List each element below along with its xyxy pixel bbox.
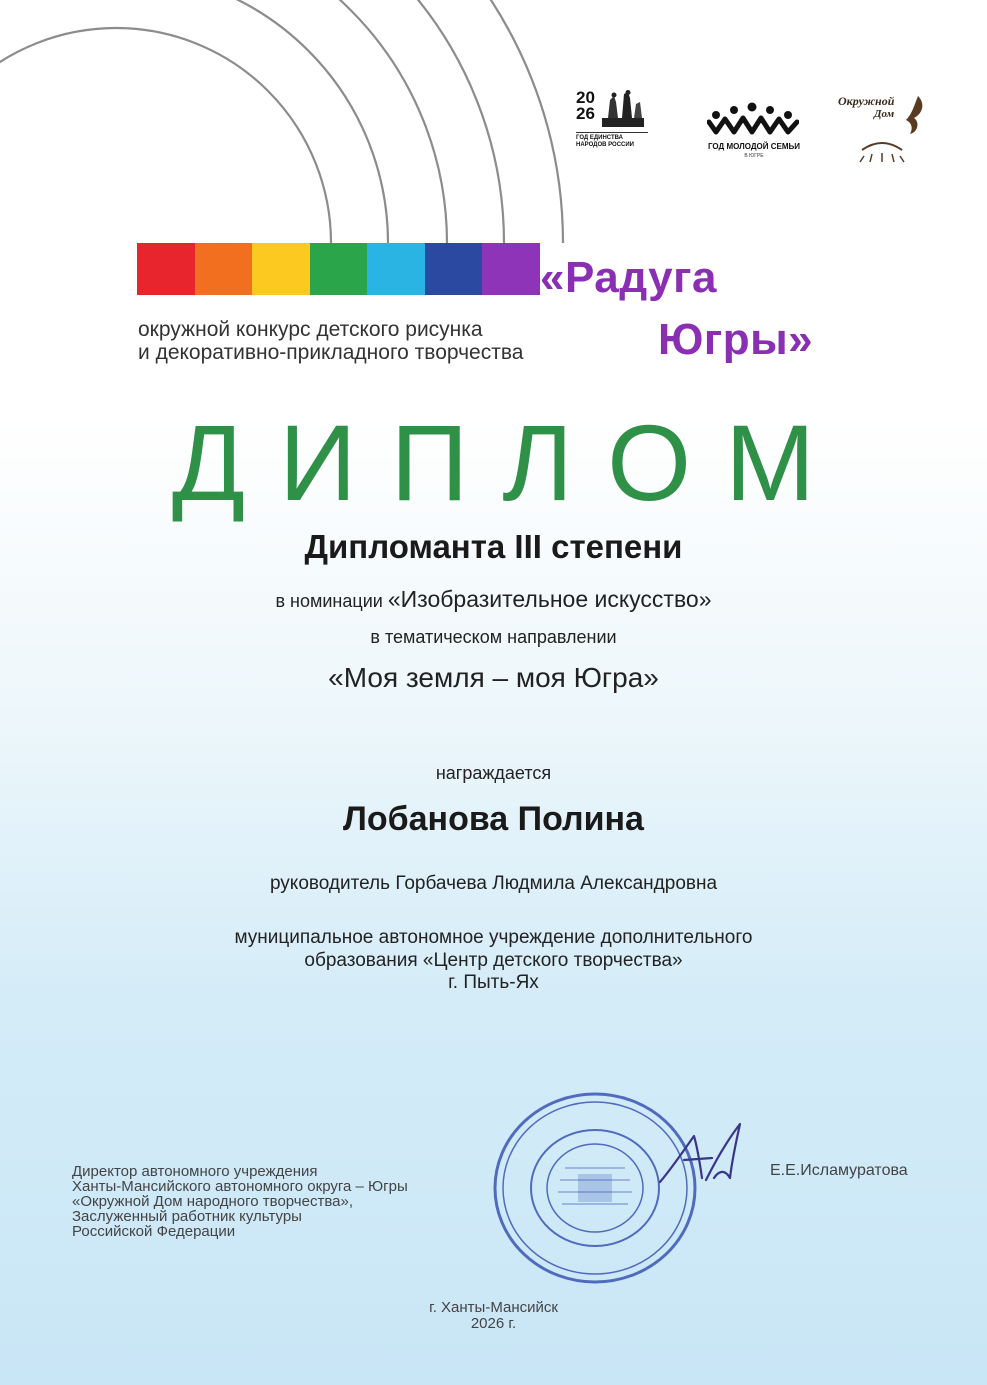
monument-icon [600,90,646,128]
family-figures-icon [707,102,799,138]
rainbow-stripe [195,243,253,295]
logo-caption-line: НАРОДОВ РОССИИ [576,142,634,148]
signer-name: Е.Е.Исламуратова [770,1162,908,1179]
recipient-name: Лобанова Полина [343,800,644,838]
logo-year-bottom: 26 [576,104,595,123]
rainbow-stripe [252,243,310,295]
okruzhnoy-dom-logo [834,92,934,164]
footer-city: г. Ханты-Мансийск [429,1299,558,1316]
position-line: Ханты-Мансийского автономного округа – Югры [72,1178,408,1195]
footer-year: 2026 г. [470,1315,517,1332]
rainbow-stripe [367,243,425,295]
young-family-sub: В ЮГРЕ [744,153,764,159]
okruzhnoy-dom-line1: Окружной [838,94,895,108]
contest-subtitle-line2: и декоративно-прикладного творчества [138,341,524,364]
diploma-degree: Дипломанта III степени [304,528,683,565]
contest-subtitle-line1: окружной конкурс детского рисунка [138,318,483,341]
okruzhnoy-dom-line2: Дом [874,108,895,120]
signer-position [72,1164,512,1239]
rainbow-stripe [425,243,483,295]
institution-line2: образования «Центр детского творчества» [304,950,683,971]
diploma-heading: ДИПЛОМ [171,402,850,523]
contest-title-line1: «Радуга [540,253,717,302]
nomination-line [0,586,987,613]
rainbow-stripe [137,243,195,295]
awarded-label: награждается [435,763,552,783]
contest-title-line2: Югры» [658,315,814,364]
year-of-unity-logo [576,90,648,158]
flame-emblem-icon [834,92,934,164]
institution-city: г. Пыть-Ях [448,972,539,993]
nomination-name: «Изобразительное искусство» [387,586,712,612]
position-line: Российской Федерации [72,1223,236,1240]
theme-title: «Моя земля – моя Югра» [328,662,659,693]
nomination-prefix: в номинации [275,591,383,611]
rainbow-stripe [310,243,368,295]
position-line: Заслуженный работник культуры [72,1208,302,1225]
logo-caption-line: ГОД ЕДИНСТВА [576,135,623,141]
rainbow-stripe [482,243,540,295]
position-line: «Окружной Дом народного творчества», [72,1193,353,1210]
young-family-logo [702,102,806,164]
position-line: Директор автономного учреждения [72,1163,318,1180]
handwritten-signature [650,1120,750,1192]
supervisor-line: руководитель Горбачева Людмила Александровна [269,873,718,894]
direction-label: в тематическом направлении [370,627,617,647]
logo-year-top: 20 [576,88,595,107]
institution-line1: муниципальное автономное учреждение дополнительного [234,927,753,948]
young-family-caption: ГОД МОЛОДОЙ СЕМЬИ [707,142,801,151]
